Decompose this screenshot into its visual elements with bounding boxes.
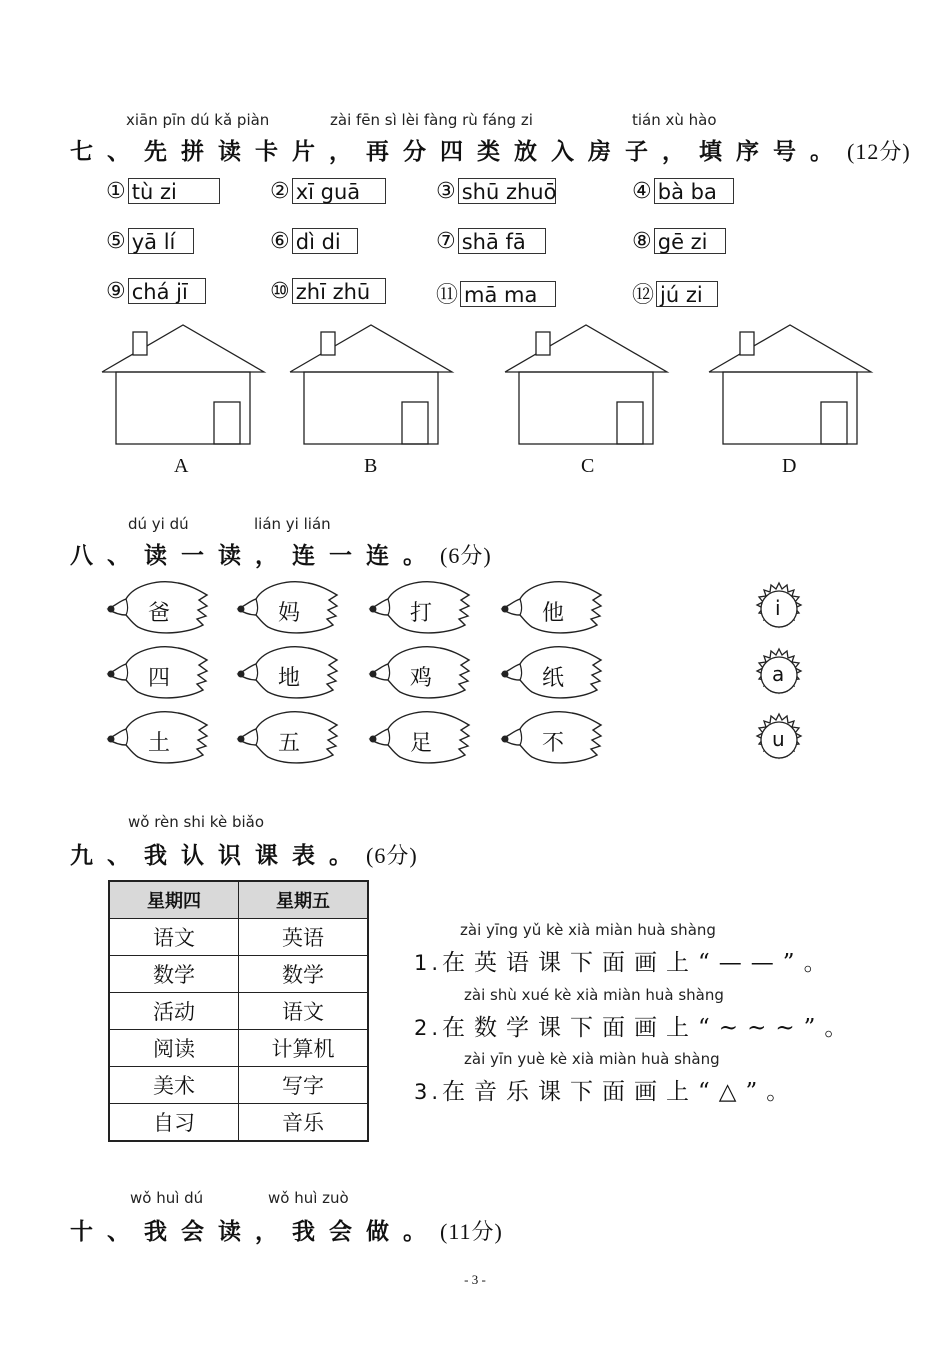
section8-pinyin-2: lián yi lián — [254, 515, 331, 533]
card-number: ⑫ — [632, 283, 655, 308]
section7-pinyin-1: xiān pīn dú kǎ piàn — [126, 111, 270, 129]
card-number: ① — [106, 178, 126, 204]
pinyin-card — [632, 278, 718, 309]
leaf-character: 不 — [542, 731, 565, 756]
table-row — [109, 1067, 368, 1104]
card-text: bà ba — [654, 178, 734, 204]
card-number: ④ — [632, 178, 652, 204]
table-cell: 活动 — [109, 993, 239, 1030]
card-text: shū zhuō — [458, 178, 556, 204]
section10-title — [70, 1213, 503, 1246]
section7-pinyin-3: tián xù hào — [632, 111, 717, 129]
question-text: 在数学课下面画上 — [442, 1015, 699, 1041]
section9-title-text: 九、我认识课表。 — [70, 843, 366, 869]
house-c-icon — [505, 325, 667, 444]
section7-title-text: 七、先拼读卡片，再分四类放入房子，填序号。 — [70, 139, 847, 165]
table-cell: 阅读 — [109, 1030, 239, 1067]
card-number: ② — [270, 178, 290, 204]
question-1-pinyin: zài yīng yǔ kè xià miàn huà shàng — [460, 921, 716, 939]
section9-title — [70, 837, 418, 870]
table-cell: 写字 — [239, 1067, 369, 1104]
section10-pinyin-2: wǒ huì zuò — [268, 1189, 349, 1207]
sun-letter: a — [772, 662, 785, 686]
question-1 — [414, 944, 836, 977]
card-number: ⑤ — [106, 228, 126, 254]
timetable-header: 星期四 — [109, 881, 239, 919]
pinyin-card — [436, 278, 556, 309]
card-number: ⑪ — [436, 283, 459, 308]
section8-title-text: 八、读一读，连一连。 — [70, 543, 440, 569]
house-label-c: C — [581, 455, 595, 477]
card-text: shā fā — [458, 228, 546, 254]
house-label-b: B — [364, 455, 378, 477]
leaf-character: 五 — [278, 731, 301, 756]
table-cell: 自习 — [109, 1104, 239, 1142]
pinyin-card — [270, 278, 386, 304]
card-text: yā lí — [128, 228, 194, 254]
question-2-pinyin: zài shù xué kè xià miàn huà shàng — [464, 986, 724, 1004]
question-number: 1. — [414, 951, 443, 975]
question-number: 2. — [414, 1016, 443, 1040]
house-a-icon — [102, 325, 264, 444]
card-number: ⑥ — [270, 228, 290, 254]
card-text: tù zi — [128, 178, 220, 204]
pinyin-card — [436, 178, 556, 204]
leaves-drawing — [0, 575, 950, 775]
card-number: ⑧ — [632, 228, 652, 254]
card-number: ⑩ — [270, 278, 290, 304]
section10-pinyin-1: wǒ huì dú — [130, 1189, 204, 1207]
question-number: 3. — [414, 1080, 443, 1104]
pinyin-card — [436, 228, 546, 254]
card-text: chá jī — [128, 278, 206, 304]
house-label-d: D — [782, 455, 797, 477]
table-row — [109, 1104, 368, 1142]
house-b-icon — [290, 325, 452, 444]
question-3 — [414, 1073, 798, 1106]
pinyin-card — [106, 178, 220, 204]
sun-letter: i — [775, 596, 781, 620]
question-2 — [414, 1009, 856, 1042]
table-cell: 美术 — [109, 1067, 239, 1104]
leaf-character: 足 — [410, 731, 433, 756]
timetable-header: 星期五 — [239, 881, 369, 919]
house-d-icon — [709, 325, 871, 444]
section8-score: (6分) — [440, 543, 492, 568]
table-cell: 音乐 — [239, 1104, 369, 1142]
sun-letter: u — [772, 727, 785, 751]
pinyin-card — [106, 228, 194, 254]
leaf-character: 打 — [410, 601, 433, 626]
pinyin-card — [270, 178, 386, 204]
card-text: dì di — [292, 228, 358, 254]
section10-score: (11分) — [440, 1219, 503, 1244]
leaf-character: 他 — [542, 601, 565, 626]
card-text: gē zi — [654, 228, 726, 254]
section8-title — [70, 537, 492, 570]
house-label-a: A — [174, 455, 189, 477]
question-text: 在音乐课下面画上 — [442, 1079, 699, 1105]
table-cell: 语文 — [109, 919, 239, 956]
table-row — [109, 993, 368, 1030]
pinyin-card — [632, 178, 734, 204]
section7-title — [70, 133, 911, 166]
section9-score: (6分) — [366, 843, 418, 868]
timetable — [108, 880, 369, 1142]
table-cell: 数学 — [239, 956, 369, 993]
pinyin-card — [270, 228, 358, 254]
timetable-header-row — [109, 881, 368, 919]
section9-pinyin: wǒ rèn shi kè biǎo — [128, 813, 265, 831]
leaf-character: 妈 — [278, 601, 301, 626]
pinyin-card — [106, 278, 206, 304]
leaf-character: 地 — [278, 666, 301, 691]
pinyin-card — [632, 228, 726, 254]
section7-score: (12分) — [847, 139, 911, 164]
question-mark: “~~~”。 — [698, 1015, 857, 1041]
section8-pinyin-1: dú yi dú — [128, 515, 189, 533]
section10-title-text: 十、我会读，我会做。 — [70, 1219, 440, 1245]
card-text: xī guā — [292, 178, 386, 204]
page-number: - 3 - — [464, 1272, 486, 1287]
table-row — [109, 1030, 368, 1067]
table-cell: 计算机 — [239, 1030, 369, 1067]
leaf-character: 土 — [148, 731, 171, 756]
leaf-character: 四 — [148, 666, 171, 691]
card-text: mā ma — [460, 281, 556, 307]
card-number: ⑨ — [106, 278, 126, 304]
question-text: 在英语课下面画上 — [442, 950, 699, 976]
question-3-pinyin: zài yīn yuè kè xià miàn huà shàng — [464, 1050, 720, 1068]
leaf-character: 鸡 — [410, 666, 433, 691]
table-cell: 数学 — [109, 956, 239, 993]
question-mark: “△”。 — [698, 1079, 799, 1105]
question-mark: “——”。 — [698, 950, 836, 976]
houses-drawing — [0, 315, 950, 455]
card-text: zhī zhū — [292, 278, 386, 304]
card-number: ⑦ — [436, 228, 456, 254]
table-row — [109, 919, 368, 956]
section7-pinyin-2: zài fēn sì lèi fàng rù fáng zi — [330, 111, 533, 129]
table-cell: 语文 — [239, 993, 369, 1030]
card-number: ③ — [436, 178, 456, 204]
leaf-character: 纸 — [542, 666, 565, 691]
table-row — [109, 956, 368, 993]
leaf-character: 爸 — [148, 601, 171, 626]
table-cell: 英语 — [239, 919, 369, 956]
card-text: jú zi — [656, 281, 718, 307]
